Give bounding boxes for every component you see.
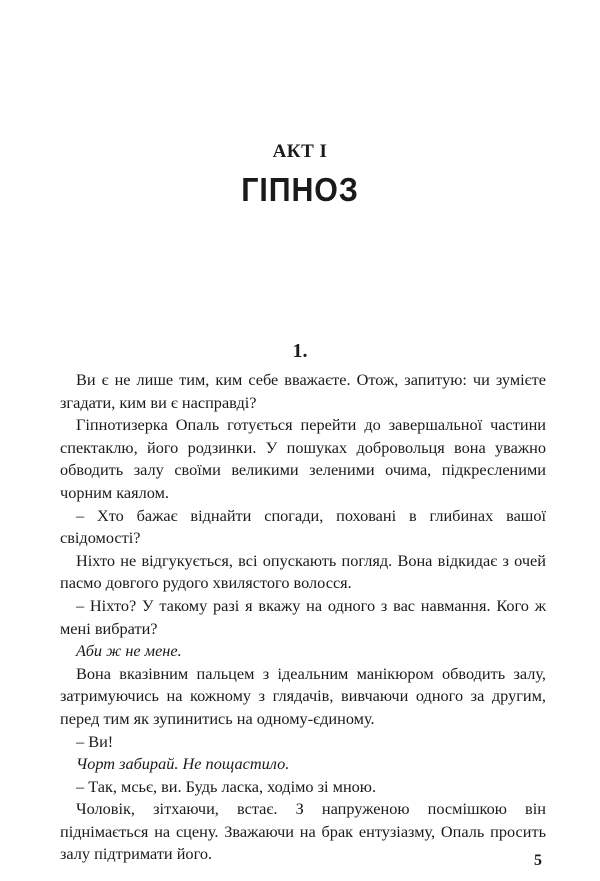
paragraph: Гіпнотизерка Опаль готується перейти до завершальної частини спектаклю, його родзинки. У пошуках добровольця вона уважно обводить залу своїми великими зеленими очима, підкресленими чорним каялом. (60, 415, 546, 502)
paragraph-italic: Аби ж не мене. (76, 641, 182, 661)
chapter-number: 1. (292, 340, 308, 362)
paragraph: Вона вказівним пальцем з ідеальним манікюром обводить залу, затримуючись на кожному з глядачів, вивчаючи одного за другим, перед тим як зупинитись на одному-єдиному. (60, 663, 546, 728)
paragraph: Ви є не лише тим, ким себе вважаєте. Отож, запитую: чи зумієте згадати, ким ви є насправді? (60, 370, 546, 412)
act-label: АКТ І (272, 141, 328, 162)
body-text (60, 369, 546, 866)
act-title: ГІПНОЗ (241, 171, 359, 208)
paragraph: – Так, мсьє, ви. Будь ласка, ходімо зі мною. (76, 776, 377, 796)
paragraph: – Хто бажає віднайти спогади, поховані в глибинах вашої свідомості? (60, 505, 546, 548)
page-number: 5 (534, 852, 542, 869)
paragraph-italic: Чорт забирай. Не пощастило. (76, 754, 290, 774)
paragraph: Чоловік, зітхаючи, встає. З напруженою посмішкою він піднімається на сцену. Зважаючи на брак ентузіазму, Опаль просить залу підтримати його. (60, 799, 546, 864)
paragraph: Ніхто не відгукується, всі опускають погляд. Вона відкидає з очей пасмо довгого рудого хвилястого волосся. (60, 550, 546, 593)
paragraph: – Ніхто? У такому разі я вкажу на одного з вас навмання. Кого ж мені вибрати? (60, 595, 546, 638)
paragraph: – Ви! (76, 731, 114, 751)
